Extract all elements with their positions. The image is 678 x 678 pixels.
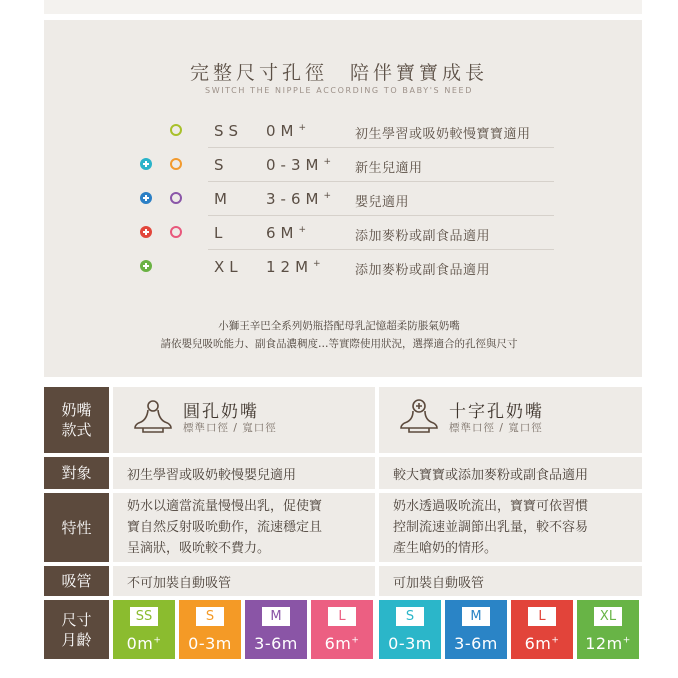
round-hole-icon <box>170 158 182 170</box>
size-row <box>0 148 678 182</box>
size-box-label: S <box>196 607 224 626</box>
page-subtitle: SWITCH THE NIPPLE ACCORDING TO BABY'S NEED <box>205 86 473 95</box>
top-strip <box>44 0 642 14</box>
size-row <box>0 114 678 148</box>
size-desc: 添加麥粉或副食品適用 <box>355 229 491 244</box>
cross-nipple-cell <box>379 387 642 453</box>
size-box <box>245 600 307 659</box>
size-box-age: 0m+ <box>126 634 162 653</box>
round-hole-icon <box>170 192 182 204</box>
size-code: S <box>214 156 229 174</box>
round-nipple-cell <box>113 387 375 453</box>
size-box-label: L <box>328 607 356 626</box>
size-box-age: 0-3m <box>388 634 432 653</box>
round-hole-icon <box>170 124 182 136</box>
cross-nipple-sub: 標準口徑 / 寬口徑 <box>449 422 543 434</box>
size-box <box>511 600 573 659</box>
size-desc: 新生兒適用 <box>355 161 423 176</box>
cross-nipple-icon <box>399 399 439 433</box>
size-box-label: L <box>528 607 556 626</box>
size-code: L <box>214 224 228 242</box>
size-box-label: S <box>396 607 424 626</box>
size-box-age: 6m+ <box>524 634 560 653</box>
size-desc: 初生學習或吸奶較慢寶寶適用 <box>355 127 531 142</box>
size-box-label: M <box>462 607 490 626</box>
row-header-size: 尺寸 月齡 <box>44 600 109 659</box>
row-header-straw: 吸管 <box>44 566 109 596</box>
round-nipple-sub: 標準口徑 / 寬口徑 <box>183 422 277 434</box>
cross-straw: 可加裝自動吸管 <box>379 566 642 596</box>
size-desc: 嬰兒適用 <box>355 195 410 210</box>
size-age: 12M+ <box>266 258 321 276</box>
note-line-1: 小獅王辛巴全系列奶瓶搭配母乳記憶超柔防脹氣奶嘴 <box>218 320 460 332</box>
size-box-label: M <box>262 607 290 626</box>
round-straw: 不可加裝自動吸管 <box>113 566 375 596</box>
size-age: 0M+ <box>266 122 307 140</box>
cross-hole-icon <box>140 260 152 272</box>
size-code: M <box>214 190 232 208</box>
size-box-age: 3-6m <box>254 634 298 653</box>
cross-hole-icon <box>140 158 152 170</box>
size-box-age: 6m+ <box>324 634 360 653</box>
cross-target: 較大寶寶或添加麥粉或副食品適用 <box>379 457 642 489</box>
size-row <box>0 216 678 250</box>
size-box-age: 12m+ <box>585 634 631 653</box>
row-header-style: 奶嘴 款式 <box>44 387 109 453</box>
round-nipple-title: 圓孔奶嘴 <box>183 402 259 422</box>
size-box-age: 3-6m <box>454 634 498 653</box>
size-box <box>445 600 507 659</box>
note-line-2: 請依嬰兒吸吮能力、副食品濃稠度…等實際使用狀況，選擇適合的孔徑與尺寸 <box>160 338 518 350</box>
size-row <box>0 182 678 216</box>
cross-hole-icon <box>140 192 152 204</box>
cross-hole-icon <box>140 226 152 238</box>
title-part2: 陪伴寶寶成長 <box>350 62 489 84</box>
row-header-feature: 特性 <box>44 493 109 562</box>
size-box <box>379 600 441 659</box>
size-box-label: SS <box>130 607 158 626</box>
cross-nipple-title: 十字孔奶嘴 <box>449 402 544 422</box>
cross-feature: 奶水透過吸吮流出，寶寶可依習慣 控制流速並調節出乳量，較不容易 產生嗆奶的情形。 <box>379 493 642 562</box>
size-box-age: 0-3m <box>188 634 232 653</box>
size-box <box>179 600 241 659</box>
round-feature: 奶水以適當流量慢慢出乳，促使寶 寶自然反射吸吮動作，流速穩定且 呈滴狀，吸吮較不費力。 <box>113 493 375 562</box>
round-target: 初生學習或吸奶較慢嬰兒適用 <box>113 457 375 489</box>
size-row <box>0 250 678 284</box>
round-nipple-icon <box>133 399 173 433</box>
size-box <box>311 600 373 659</box>
page-title <box>0 58 678 85</box>
round-hole-icon <box>170 226 182 238</box>
size-box <box>577 600 639 659</box>
size-age-boxes <box>44 600 642 659</box>
size-box <box>113 600 175 659</box>
row-header-target: 對象 <box>44 457 109 489</box>
size-box-label: XL <box>594 607 622 626</box>
size-desc: 添加麥粉或副食品適用 <box>355 263 491 278</box>
size-age: 6M+ <box>266 224 307 242</box>
size-age: 0-3M+ <box>266 156 331 174</box>
title-part1: 完整尺寸孔徑 <box>189 62 328 84</box>
size-code: XL <box>214 258 243 276</box>
size-code: SS <box>214 122 244 140</box>
size-age: 3-6M+ <box>266 190 331 208</box>
